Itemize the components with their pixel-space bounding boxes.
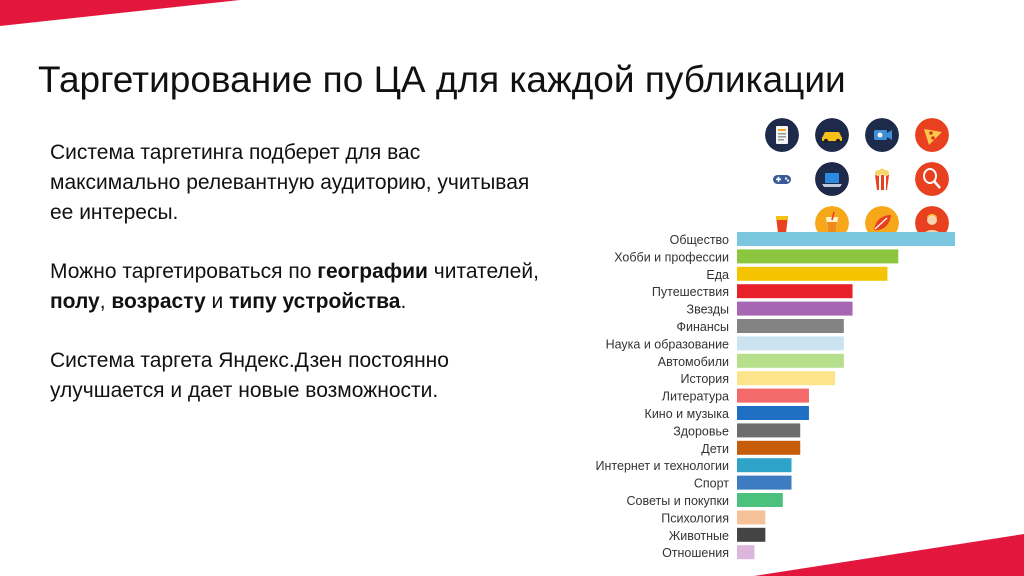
bar	[737, 354, 844, 368]
text-part: Можно таргетироваться по	[50, 260, 318, 283]
slide-title: Таргетирование по ЦА для каждой публикации	[38, 59, 846, 100]
category-label: Литература	[661, 389, 729, 404]
category-label: Отношения	[662, 546, 729, 561]
bar	[737, 319, 844, 333]
interest-icons-grid	[765, 118, 955, 240]
text-part: ,	[99, 290, 112, 313]
category-label: Психология	[661, 511, 729, 526]
laptop-icon	[815, 162, 849, 196]
pizza-icon	[915, 118, 949, 152]
paragraph-targeting: Система таргетинга подберет для вас максимально релевантную аудиторию, учитывая ее интересы.	[50, 141, 530, 224]
category-label: Хобби и профессии	[614, 250, 729, 265]
bar	[737, 267, 887, 281]
slide-body	[50, 138, 550, 435]
bar	[737, 302, 853, 316]
bar	[737, 284, 853, 298]
category-label: Дети	[701, 441, 729, 456]
gamepad-icon	[765, 162, 799, 196]
newspaper-icon	[765, 118, 799, 152]
category-label: Общество	[669, 233, 729, 247]
category-label: Кино и музыка	[644, 407, 729, 421]
bar	[737, 389, 809, 403]
category-label: Звезды	[686, 302, 729, 317]
category-label: Финансы	[676, 320, 729, 334]
bar	[737, 510, 765, 524]
tennis-icon	[915, 162, 949, 196]
bar	[737, 545, 754, 559]
bar	[737, 528, 765, 542]
bar	[737, 371, 835, 385]
bar	[737, 458, 792, 472]
bar	[737, 441, 800, 455]
bar	[737, 249, 898, 263]
category-label: История	[680, 372, 729, 387]
popcorn-icon	[865, 162, 899, 196]
paragraph-options	[50, 257, 550, 317]
interests-bar-chart	[560, 228, 980, 568]
category-label: Наука и образование	[605, 337, 729, 352]
bar	[737, 423, 800, 437]
category-label: Советы и покупки	[626, 494, 729, 508]
highlight-age: возрасту	[111, 290, 206, 313]
category-label: Интернет и технологии	[595, 459, 729, 474]
category-label: Еда	[706, 267, 729, 282]
category-label: Животные	[668, 528, 729, 543]
camera-icon	[865, 118, 899, 152]
highlight-geography: географии	[317, 260, 428, 283]
highlight-gender: полу	[50, 290, 100, 313]
chart-canvas	[560, 228, 980, 568]
highlight-device: типу устройства	[229, 290, 401, 313]
text-part: читателей,	[427, 260, 539, 283]
bar	[737, 336, 844, 350]
bar	[737, 406, 809, 420]
text-part: .	[400, 290, 407, 313]
car-icon	[815, 118, 849, 152]
category-label: Здоровье	[673, 424, 729, 439]
text-part: и	[205, 290, 230, 313]
category-label: Спорт	[693, 476, 729, 491]
bar	[737, 493, 783, 507]
top-corner-decoration	[0, 0, 240, 26]
paragraph-improvement: Система таргета Яндекс.Дзен постоянно улучшается и дает новые возможности.	[50, 349, 449, 402]
category-label: Путешествия	[651, 285, 729, 300]
bar	[737, 232, 955, 246]
bar	[737, 476, 792, 490]
category-label: Автомобили	[657, 354, 729, 369]
